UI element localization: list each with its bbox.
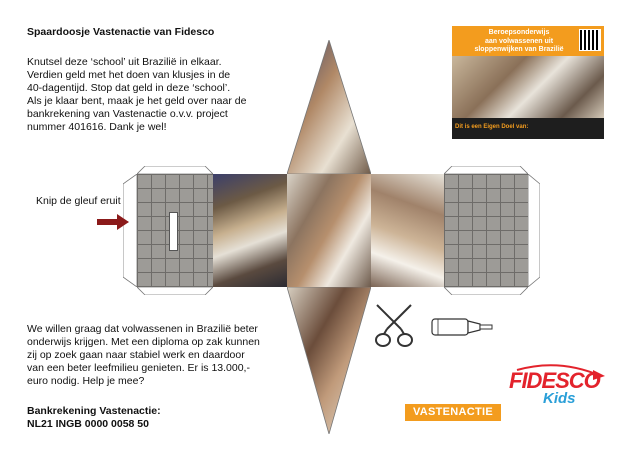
fidesco-wordmark: FIDESCO bbox=[509, 368, 600, 393]
net-top-glue-flap bbox=[444, 166, 528, 174]
net-bottom-glue-flap bbox=[137, 287, 213, 295]
poster-footer-text: Dit is een Eigen Doel van: bbox=[455, 124, 529, 130]
net-bottom-glue-flap bbox=[444, 287, 528, 295]
appeal-line: van een beter leefmilieu genieten. Er is 13.000,- bbox=[27, 362, 250, 374]
cut-slot-label: Knip de gleuf eruit bbox=[36, 195, 121, 207]
vastenactie-logo: VASTENACTIE bbox=[405, 404, 501, 421]
net-right-wall-tiles bbox=[444, 174, 528, 287]
intro-line: nummer 401616. Dank je wel! bbox=[27, 121, 167, 133]
project-poster bbox=[452, 26, 604, 139]
intro-line: Verdien geld met het doen van klusjes in de bbox=[27, 69, 231, 81]
glue-tube-icon bbox=[430, 313, 494, 339]
net-left-glue-flap bbox=[123, 174, 137, 287]
scissors-icon bbox=[371, 303, 417, 351]
bank-account-title: Bankrekening Vastenactie: bbox=[27, 405, 161, 417]
bank-account-number: NL21 INGB 0000 0058 50 bbox=[27, 418, 149, 430]
poster-heading-line: Beroepsonderwijs bbox=[488, 29, 550, 36]
net-top-glue-flap bbox=[137, 166, 213, 174]
coin-slot[interactable] bbox=[169, 212, 178, 251]
appeal-line: zij op zoek gaan naar stabiel werk en daardoor bbox=[27, 349, 245, 361]
poster-heading-line: aan volwassenen uit bbox=[484, 38, 554, 45]
net-top-roof-flap bbox=[287, 40, 371, 174]
intro-line: bankrekening van Vastenactie o.v.v. project bbox=[27, 108, 228, 120]
intro-line: Knutsel deze ‘school’ uit Brazilië in elkaar. bbox=[27, 56, 222, 68]
net-center-photo bbox=[287, 174, 371, 287]
net-bottom-roof-flap bbox=[287, 287, 371, 434]
net-front-photo bbox=[213, 174, 287, 287]
appeal-line: euro nodig. Help je mee? bbox=[27, 375, 145, 387]
appeal-text bbox=[27, 323, 287, 388]
qr-code-icon bbox=[579, 29, 601, 51]
intro-line: Als je klaar bent, maak je het geld over naar de bbox=[27, 95, 247, 107]
net-right-glue-flap bbox=[528, 174, 540, 287]
poster-footer bbox=[452, 118, 604, 139]
kids-wordmark bbox=[543, 390, 576, 407]
intro-text bbox=[27, 56, 277, 134]
appeal-line: onderwijs krijgen. Met een diploma op zak kunnen bbox=[27, 336, 260, 348]
kids-wordmark: Kids bbox=[543, 390, 576, 407]
intro-line: 40-dagentijd. Stop dat geld in deze ‘school’. bbox=[27, 82, 231, 94]
poster-heading-line: sloppenwijken van Brazilië bbox=[474, 46, 564, 53]
appeal-line: We willen graag dat volwassenen in Brazilië beter bbox=[27, 323, 258, 335]
net-back-photo bbox=[371, 174, 444, 287]
poster-heading bbox=[452, 26, 604, 56]
page-title: Spaardoosje Vastenactie van Fidesco bbox=[27, 26, 215, 38]
fidesco-kids-logo bbox=[509, 362, 609, 422]
net-left-wall-tiles bbox=[137, 174, 213, 287]
arrow-right-icon bbox=[97, 214, 129, 230]
poster-photo bbox=[452, 56, 604, 118]
